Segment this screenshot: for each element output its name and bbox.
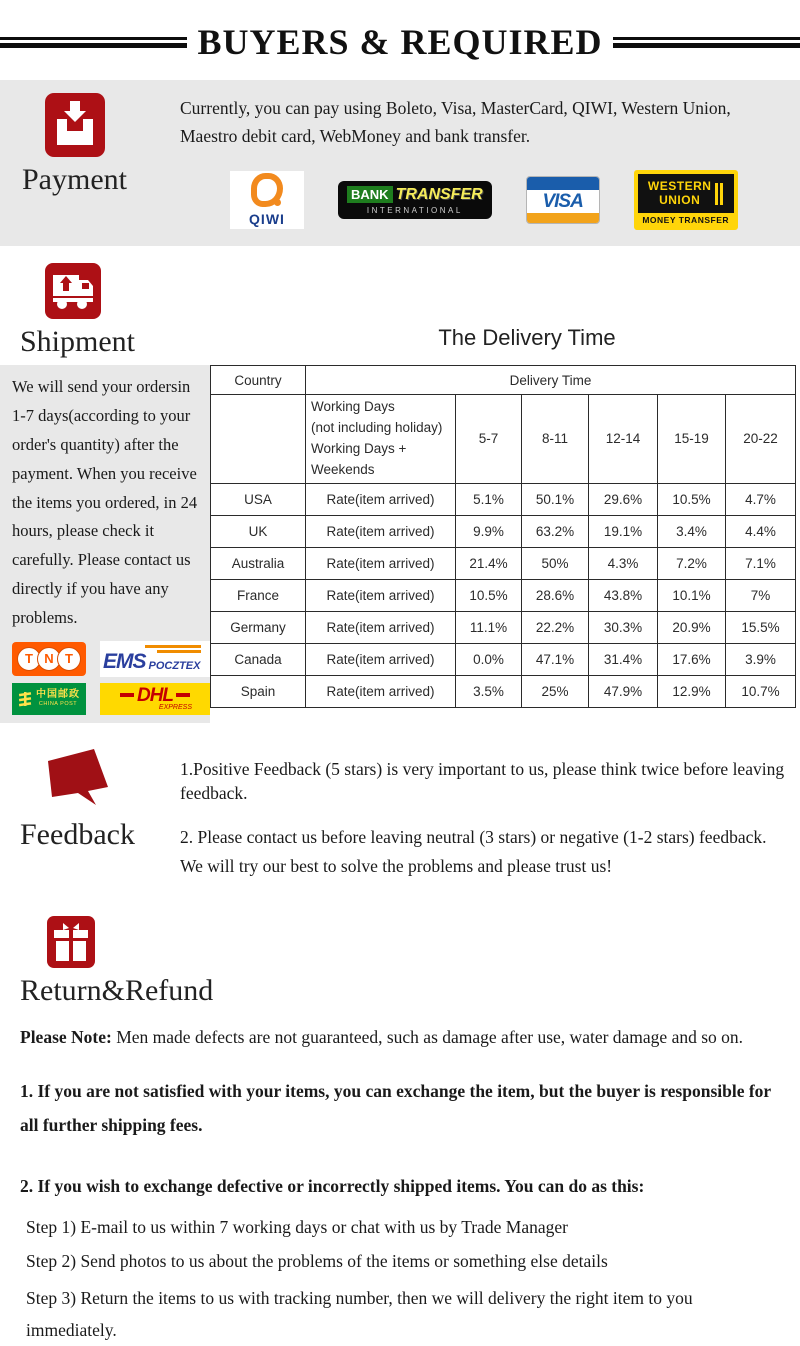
china-post-emblem-icon	[18, 691, 32, 707]
step-2: Step 2) Send photos to us about the problems of the items or something else details	[26, 1251, 608, 1271]
policy-item-1: 1. If you are not satisfied with your items, you can exchange the item, but the buyer is responsible for all further shipping fees.	[20, 1080, 771, 1135]
please-note	[20, 1024, 780, 1050]
shipment-note: We will send your ordersin 1-7 days(according to your order's quantity) after the payment. When you receive the items you ordered, in 24 hours, please check it carefully. Please contact us directly if you have any problems.	[12, 377, 198, 627]
table-row: France Rate(item arrived) 10.5% 28.6% 43.8% 10.1% 7%	[211, 579, 796, 611]
table-subheader-row	[211, 395, 796, 484]
shipment-section-header	[0, 262, 800, 359]
step-1: Step 1) E-mail to us within 7 working days or chat with us by Trade Manager	[26, 1216, 568, 1237]
table-row: Canada Rate(item arrived) 0.0% 47.1% 31.4% 17.6% 3.9%	[211, 643, 796, 675]
feedback-section-label: Feedback	[20, 817, 135, 851]
exchange-steps	[20, 1215, 780, 1346]
table-row: UK Rate(item arrived) 9.9% 63.2% 19.1% 3.4% 4.4%	[211, 515, 796, 547]
table-row: USA Rate(item arrived) 5.1% 50.1% 29.6% 10.5% 4.7%	[211, 483, 796, 515]
range-cell: 5-7	[456, 395, 522, 484]
return-refund-section	[0, 915, 800, 1008]
gift-box-icon	[46, 915, 800, 974]
please-note-label: Please Note:	[20, 1026, 112, 1047]
page-title: BUYERS & REQUIRED	[197, 22, 603, 62]
table-header-row	[211, 366, 796, 395]
feedback-content	[180, 741, 800, 881]
truck-icon	[44, 262, 210, 325]
delivery-time-title: The Delivery Time	[438, 325, 616, 350]
step-3: Step 3) Return the items to us with tracking number, then we will delivery the right item to you immediately.	[26, 1288, 693, 1340]
feedback-point-2: 2. Please contact us before leaving neutral (3 stars) or negative (1-2 stars) feedback. We will try our best to solve the problems and please trust us!	[180, 826, 767, 876]
payment-section-label: Payment	[22, 163, 127, 196]
feedback-section	[0, 741, 800, 881]
visa-logo: VISA	[526, 176, 600, 224]
shipment-section-label: Shipment	[20, 325, 136, 358]
payment-icon	[44, 92, 180, 163]
header-divider-left	[0, 37, 187, 48]
empty-cell	[211, 395, 306, 484]
shipment-main	[0, 365, 800, 723]
payment-content	[180, 92, 800, 230]
table-row: Germany Rate(item arrived) 11.1% 22.2% 30.3% 20.9% 15.5%	[211, 611, 796, 643]
shipment-label-block	[0, 262, 210, 359]
western-union-logo: WESTERN UNION MONEY TRANSFER	[634, 170, 738, 230]
shipment-note-column	[0, 365, 210, 723]
payment-section	[0, 80, 800, 246]
delivery-time-header: Delivery Time	[306, 366, 796, 395]
qiwi-logo: QIWI	[230, 171, 304, 229]
carrier-logos	[12, 641, 204, 715]
range-cell: 8-11	[522, 395, 589, 484]
table-row: Spain Rate(item arrived) 3.5% 25% 47.9% 12.9% 10.7%	[211, 675, 796, 707]
table-row: Australia Rate(item arrived) 21.4% 50% 4.3% 7.2% 7.1%	[211, 547, 796, 579]
tnt-logo: T N T	[12, 642, 86, 676]
payment-description: Currently, you can pay using Boleto, Visa, MasterCard, QIWI, Western Union, Maestro debit card, WebMoney and bank transfer.	[180, 98, 731, 146]
feedback-point-1: 1.Positive Feedback (5 stars) is very important to us, please think twice before leaving feedback.	[180, 758, 785, 804]
qiwi-q-icon	[251, 173, 283, 207]
delivery-table-container	[210, 365, 800, 723]
payment-logos	[230, 170, 800, 230]
return-refund-label: Return&Refund	[20, 973, 214, 1007]
country-header: Country	[211, 366, 306, 395]
please-note-text: Men made defects are not guaranteed, such as damage after use, water damage and so on.	[111, 1026, 744, 1047]
payment-section-header	[0, 92, 180, 230]
china-post-logo: 中国邮政 CHINA POST	[12, 683, 86, 715]
header-divider-right	[613, 37, 800, 48]
page-header	[0, 0, 800, 74]
speech-bubble-icon	[38, 747, 180, 818]
dhl-logo: DHL EXPRESS	[100, 683, 210, 715]
delivery-table	[210, 365, 796, 708]
ems-pocztex-logo: EMS POCZTEX	[100, 641, 210, 677]
range-cell: 15-19	[658, 395, 726, 484]
range-cell: 12-14	[589, 395, 658, 484]
policy-item-2: 2. If you wish to exchange defective or incorrectly shipped items. You can do as this:	[20, 1176, 645, 1197]
bank-transfer-logo: BANK TRANSFER INTERNATIONAL	[338, 181, 492, 219]
range-cell: 20-22	[726, 395, 796, 484]
working-days-cell: Working Days (not including holiday) Working Days + Weekends	[306, 395, 456, 484]
feedback-label-block	[0, 741, 180, 881]
